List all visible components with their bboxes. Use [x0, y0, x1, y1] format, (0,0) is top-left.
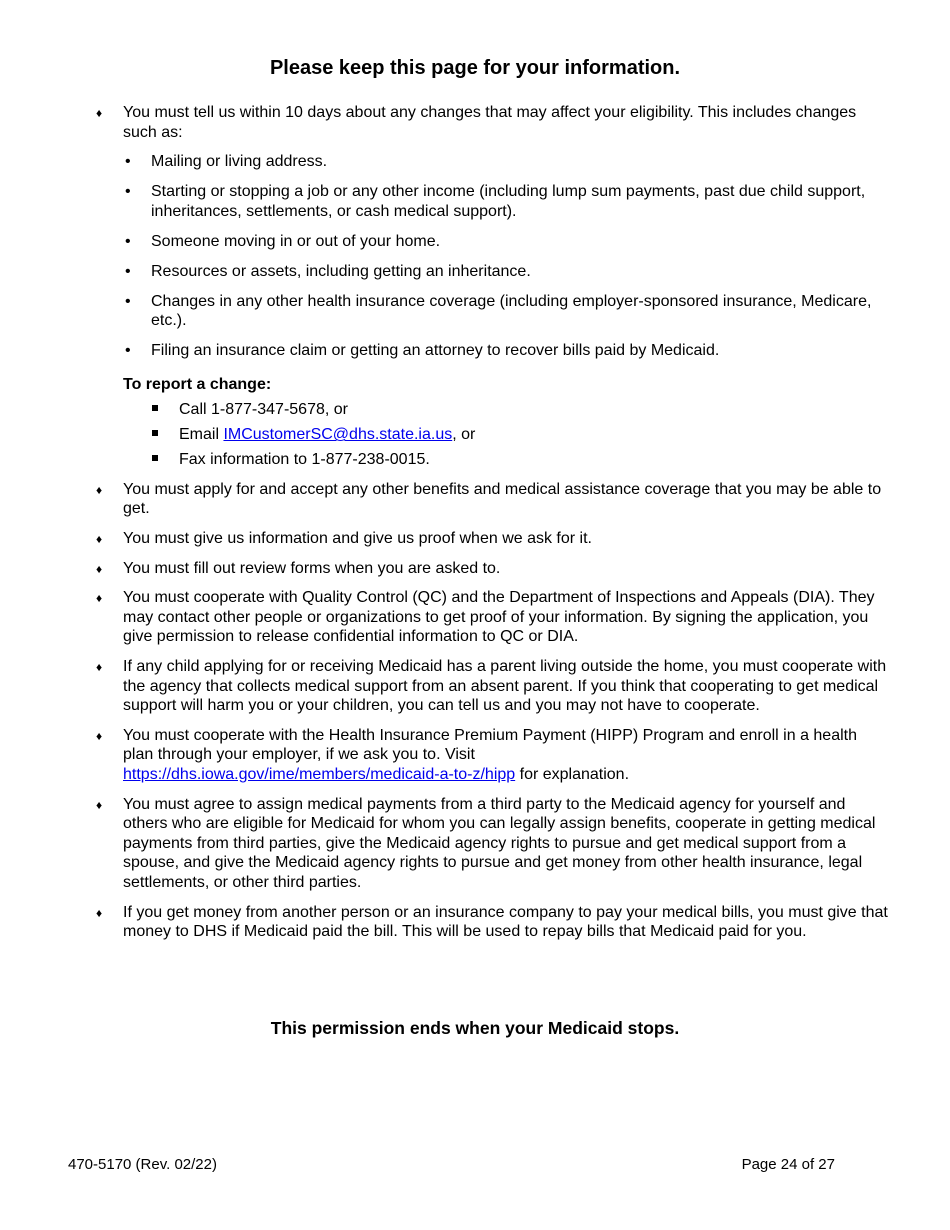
- form-number: 470-5170 (Rev. 02/22): [68, 1156, 217, 1173]
- page-number: Page 24 of 27: [741, 1156, 835, 1173]
- changes-section: [0, 103, 950, 470]
- report-change-heading: To report a change:: [123, 375, 272, 393]
- rule-item: ♦ You must give us information and give us proof when we ask for it.: [0, 529, 950, 549]
- bullet-icon: •: [125, 342, 131, 360]
- diamond-bullet-icon: ♦: [96, 905, 103, 920]
- list-item: • Mailing or living address.: [125, 153, 328, 171]
- list-item: • Resources or assets, including getting an inheritance.: [125, 262, 531, 280]
- list-item: • Someone moving in or out of your home.: [125, 232, 441, 250]
- changes-list: [123, 152, 888, 361]
- diamond-bullet-icon: ♦: [96, 532, 103, 547]
- rule-item: ♦ If any child applying for or receiving Medicaid has a parent living outside the home, you must cooperate with the agency that collects medical support from an absent parent. If you think that cooperating to get medical support will harm you or your children, you can tell us and you may not have to cooperate.: [96, 658, 887, 715]
- page-title: Please keep this page for your information.: [269, 57, 681, 79]
- bullet-icon: •: [125, 153, 131, 171]
- closing-statement: This permission ends when your Medicaid stops.: [270, 1018, 680, 1038]
- bullet-icon: •: [125, 232, 131, 250]
- bullet-icon: •: [125, 292, 131, 310]
- bullet-icon: •: [125, 262, 131, 280]
- report-fax-item: Fax information to 1-877-238-0015.: [123, 450, 888, 470]
- list-item: • Starting or stopping a job or any other income (including lump sum payments, past due child support, inheritances, settlements, or cash medical support).: [125, 183, 866, 220]
- diamond-bullet-icon: ♦: [96, 561, 103, 576]
- bullet-icon: •: [125, 183, 131, 201]
- list-item: • Changes in any other health insurance coverage (including employer-sponsored insurance, Medicare, etc.).: [125, 292, 872, 330]
- rule-item: ♦ You must apply for and accept any other benefits and medical assistance coverage that you may be able to get.: [96, 480, 882, 518]
- diamond-bullet-icon: ♦: [96, 728, 103, 743]
- email-link[interactable]: IMCustomerSC@dhs.state.ia.us: [223, 426, 453, 444]
- square-bullet-icon: [152, 430, 158, 436]
- changes-intro: You must tell us within 10 days about any changes that may affect your eligibility. This includes changes such as:: [123, 104, 857, 141]
- square-bullet-icon: [152, 455, 158, 461]
- diamond-bullet-icon: ♦: [96, 106, 103, 120]
- report-call-item: Call 1-877-347-5678, or: [123, 400, 888, 420]
- hipp-rule-item: ♦ You must cooperate with the Health Insurance Premium Payment (HIPP) Program and enroll in a health plan through your employer, if we ask you to. Visit https://dhs.iowa.gov/ime/members/medicaid-a-to-z/hipp for explanation.: [96, 726, 857, 783]
- diamond-bullet-icon: ♦: [96, 797, 103, 812]
- diamond-bullet-icon: ♦: [96, 660, 103, 675]
- rule-item: ♦ If you get money from another person or an insurance company to pay your medical bills, you must give that money to DHS if Medicaid paid the bill. This will be used to repay bills that Medicaid paid for you.: [96, 903, 888, 941]
- rule-item: ♦ You must fill out review forms when you are asked to.: [0, 559, 950, 579]
- hipp-link[interactable]: https://dhs.iowa.gov/ime/members/medicaid-a-to-z/hipp: [123, 765, 516, 783]
- list-item: • Filing an insurance claim or getting an attorney to recover bills paid by Medicaid.: [125, 342, 720, 360]
- report-email-item: Email IMCustomerSC@dhs.state.ia.us, or: [123, 425, 888, 445]
- main-content: [0, 103, 950, 952]
- diamond-bullet-icon: ♦: [96, 482, 103, 497]
- rule-item: ♦ You must agree to assign medical payments from a third party to the Medicaid agency for yourself and others who are eligible for Medicaid for whom you can legally assign benefits, cooperate in getting medical payments from third parties, give the Medicaid agency rights to pursue and get medical support from a spouse, and give the Medicaid agency rights to pursue and get money from other health insurance, legal settlements, or other third parties.: [96, 795, 876, 891]
- diamond-bullet-icon: ♦: [96, 591, 103, 606]
- square-bullet-icon: [152, 405, 158, 411]
- rule-item: ♦ You must cooperate with Quality Control (QC) and the Department of Inspections and Appeals (DIA). They may contact other people or organizations to get proof of your information. By signing the application, you give permission to release confidential information to QC or DIA.: [96, 589, 875, 646]
